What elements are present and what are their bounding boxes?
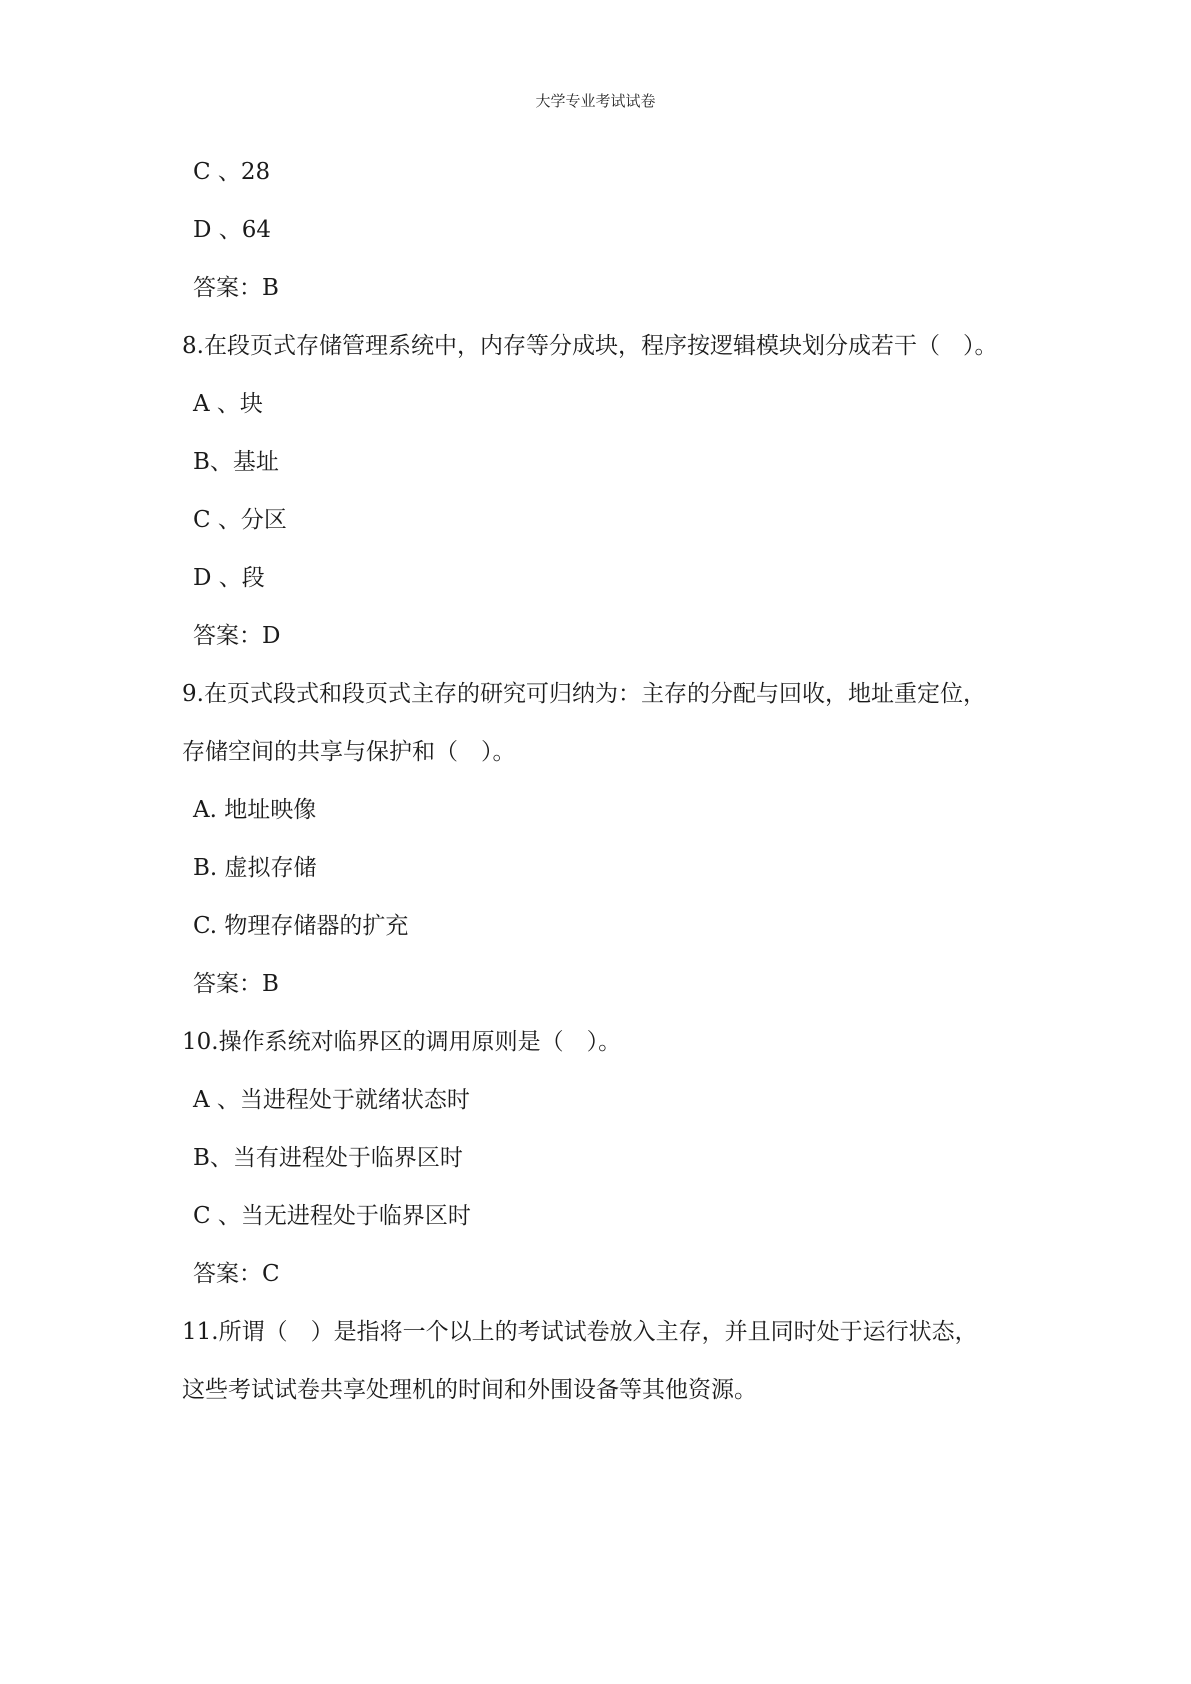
option-d-q8: D 、段 bbox=[193, 565, 265, 591]
question-8: 8.在段页式存储管理系统中，内存等分成块，程序按逻辑模块划分成若干（ ）。 bbox=[182, 333, 998, 359]
question-10: 10.操作系统对临界区的调用原则是（ ）。 bbox=[182, 1029, 622, 1055]
option-c-q7: C 、28 bbox=[193, 159, 271, 185]
option-a-q9: A. 地址映像 bbox=[193, 797, 317, 823]
option-b-q10: B、当有进程处于临界区时 bbox=[193, 1145, 463, 1171]
question-9-line-2: 存储空间的共享与保护和（ ）。 bbox=[182, 739, 516, 765]
answer-q8: 答案：D bbox=[193, 623, 281, 649]
option-a-q8: A 、块 bbox=[193, 391, 263, 417]
answer-q10: 答案：C bbox=[193, 1261, 280, 1287]
option-b-q8: B、基址 bbox=[193, 449, 279, 475]
option-c-q9: C. 物理存储器的扩充 bbox=[193, 913, 409, 939]
answer-q7: 答案：B bbox=[193, 275, 279, 301]
option-a-q10: A 、当进程处于就绪状态时 bbox=[193, 1087, 470, 1113]
answer-q9: 答案：B bbox=[193, 971, 279, 997]
option-d-q7: D 、64 bbox=[193, 217, 272, 243]
option-c-q8: C 、分区 bbox=[193, 507, 287, 533]
option-c-q10: C 、当无进程处于临界区时 bbox=[193, 1203, 471, 1229]
question-9-line-1: 9.在页式段式和段页式主存的研究可归纳为：主存的分配与回收，地址重定位， bbox=[182, 681, 986, 707]
question-11-line-2: 这些考试试卷共享处理机的时间和外围设备等其他资源。 bbox=[182, 1377, 757, 1403]
question-11-line-1: 11.所谓（ ）是指将一个以上的考试试卷放入主存，并且同时处于运行状态， bbox=[182, 1319, 978, 1345]
option-b-q9: B. 虚拟存储 bbox=[193, 855, 317, 881]
page-header-title: 大学专业考试试卷 bbox=[535, 92, 656, 110]
